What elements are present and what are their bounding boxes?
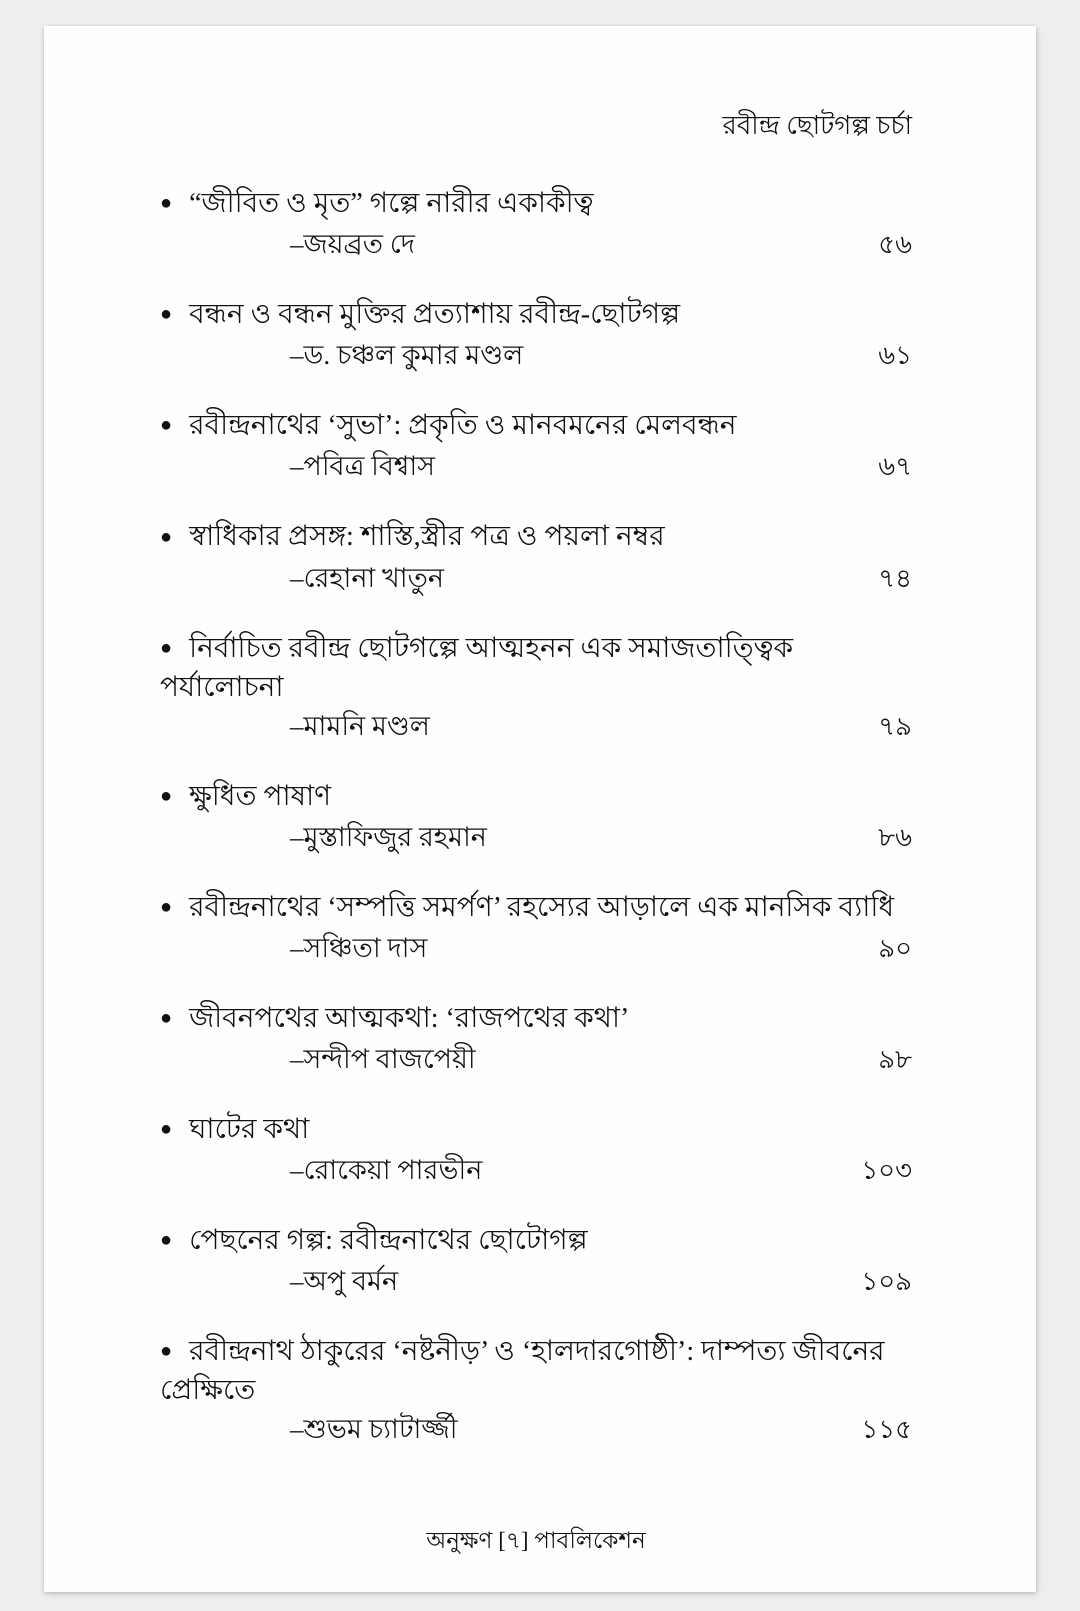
publisher-footer: অনুক্ষণ [৭] পাবলিকেশন [426,1528,646,1554]
entry-author: –সন্দীপ বাজপেয়ী [290,1043,476,1074]
entry-author: –ড. চঞ্চল কুমার মণ্ডল [290,340,524,371]
toc-entry [160,407,912,487]
entry-title: রবীন্দ্রনাথের ‘সুভা’: প্রকৃতি ও মানবমনের মেলবন্ধন [189,410,737,442]
entry-author: –মামনি মণ্ডল [290,710,430,741]
bullet-icon: ● [160,784,173,807]
entry-author: –পবিত্র বিশ্বাস [290,451,435,482]
toc-entry [160,1222,912,1302]
entry-page-number: ১১৫ [861,1415,912,1445]
entry-author: –সঞ্চিতা দাস [290,932,428,963]
toc-entry [160,630,912,747]
entry-title: নির্বাচিত রবীন্দ্র ছোটগল্পে আত্মহনন এক সমাজতাত্ত্বিক পর্যালোচনা [160,632,794,703]
entry-title-line [160,1333,912,1409]
entry-page-number: ৭৯ [878,711,912,741]
entry-author-line [160,706,912,747]
entry-title-line [160,1000,912,1039]
entry-author-line [160,817,912,858]
book-page [44,26,1036,1592]
entry-page-number: ৫৬ [878,230,912,260]
entry-author: –রোকেয়া পারভীন [290,1154,483,1185]
bullet-icon: ● [160,636,173,659]
entry-author: –রেহানা খাতুন [290,562,444,593]
entry-author: –জয়ব্রত দে [290,229,415,260]
entry-title-line [160,630,912,706]
entry-title: স্বাধিকার প্রসঙ্গ: শাস্তি,স্ত্রীর পত্র ও পয়লা নম্বর [189,521,665,553]
bullet-icon: ● [160,192,173,215]
entry-page-number: ৬৭ [878,452,912,482]
bullet-icon: ● [160,1228,173,1251]
entry-author-line [160,558,912,599]
entry-author: –শুভম চ্যাটার্জ্জী [290,1414,458,1445]
entry-title: রবীন্দ্রনাথের ‘সম্পত্তি সমর্পণ’ রহস্যের আড়ালে এক মানসিক ব্যাধি [189,891,895,923]
entry-title-line [160,1222,912,1261]
entry-author: –অপু বর্মন [290,1265,399,1296]
entry-author: –মুস্তাফিজুর রহমান [290,821,487,852]
toc-entry [160,296,912,376]
entry-title-line [160,1111,912,1150]
entry-author-line [160,335,912,376]
entry-page-number: ৬১ [878,341,912,371]
entry-page-number: ৮৬ [878,822,912,852]
entry-title: ক্ষুধিত পাষাণ [189,780,332,812]
bullet-icon: ● [160,895,173,918]
bullet-icon: ● [160,303,173,326]
entry-title: জীবনপথের আত্মকথা: ‘রাজপথের কথা’ [189,1002,630,1034]
toc-entry [160,889,912,969]
entry-page-number: ৭৪ [878,563,912,593]
entry-title: পেছনের গল্প: রবীন্দ্রনাথের ছোটোগল্প [189,1224,588,1256]
toc-entry [160,1333,912,1450]
entry-author-line [160,1039,912,1080]
toc-entry [160,1000,912,1080]
toc-entry [160,518,912,598]
entry-author-line [160,1150,912,1191]
entry-page-number: ১০৯ [861,1266,912,1296]
toc-entry [160,1111,912,1191]
entry-title: ঘাটের কথা [189,1113,310,1145]
entry-title: রবীন্দ্রনাথ ঠাকুরের ‘নষ্টনীড়’ ও ‘হালদারগোষ্ঠী’: দাম্পত্য জীবনের প্রেক্ষিতে [160,1335,885,1407]
entry-author-line [160,446,912,487]
entry-page-number: ১০৩ [861,1155,912,1185]
entry-title-line [160,407,912,446]
toc-list [160,185,912,1450]
entry-title: বন্ধন ও বন্ধন মুক্তির প্রত্যাশায় রবীন্দ্র-ছোটগল্প [189,299,681,331]
bullet-icon: ● [160,1006,173,1029]
bullet-icon: ● [160,1340,173,1363]
entry-title-line [160,296,912,335]
entry-author-line [160,1409,912,1450]
entry-author-line [160,224,912,265]
running-head: রবীন্দ্র ছোটগল্প চর্চা [722,111,912,140]
entry-author-line [160,1261,912,1302]
entry-title-line [160,778,912,817]
entry-title: “জীবিত ও মৃত” গল্পে নারীর একাকীত্ব [189,188,594,220]
bullet-icon: ● [160,1117,173,1140]
entry-title-line [160,889,912,928]
entry-author-line [160,928,912,969]
entry-title-line [160,518,912,557]
entry-title-line [160,185,912,224]
entry-page-number: ৯০ [878,933,912,963]
toc-entry [160,185,912,265]
bullet-icon: ● [160,414,173,437]
entry-page-number: ৯৮ [878,1044,912,1074]
bullet-icon: ● [160,525,173,548]
toc-entry [160,778,912,858]
